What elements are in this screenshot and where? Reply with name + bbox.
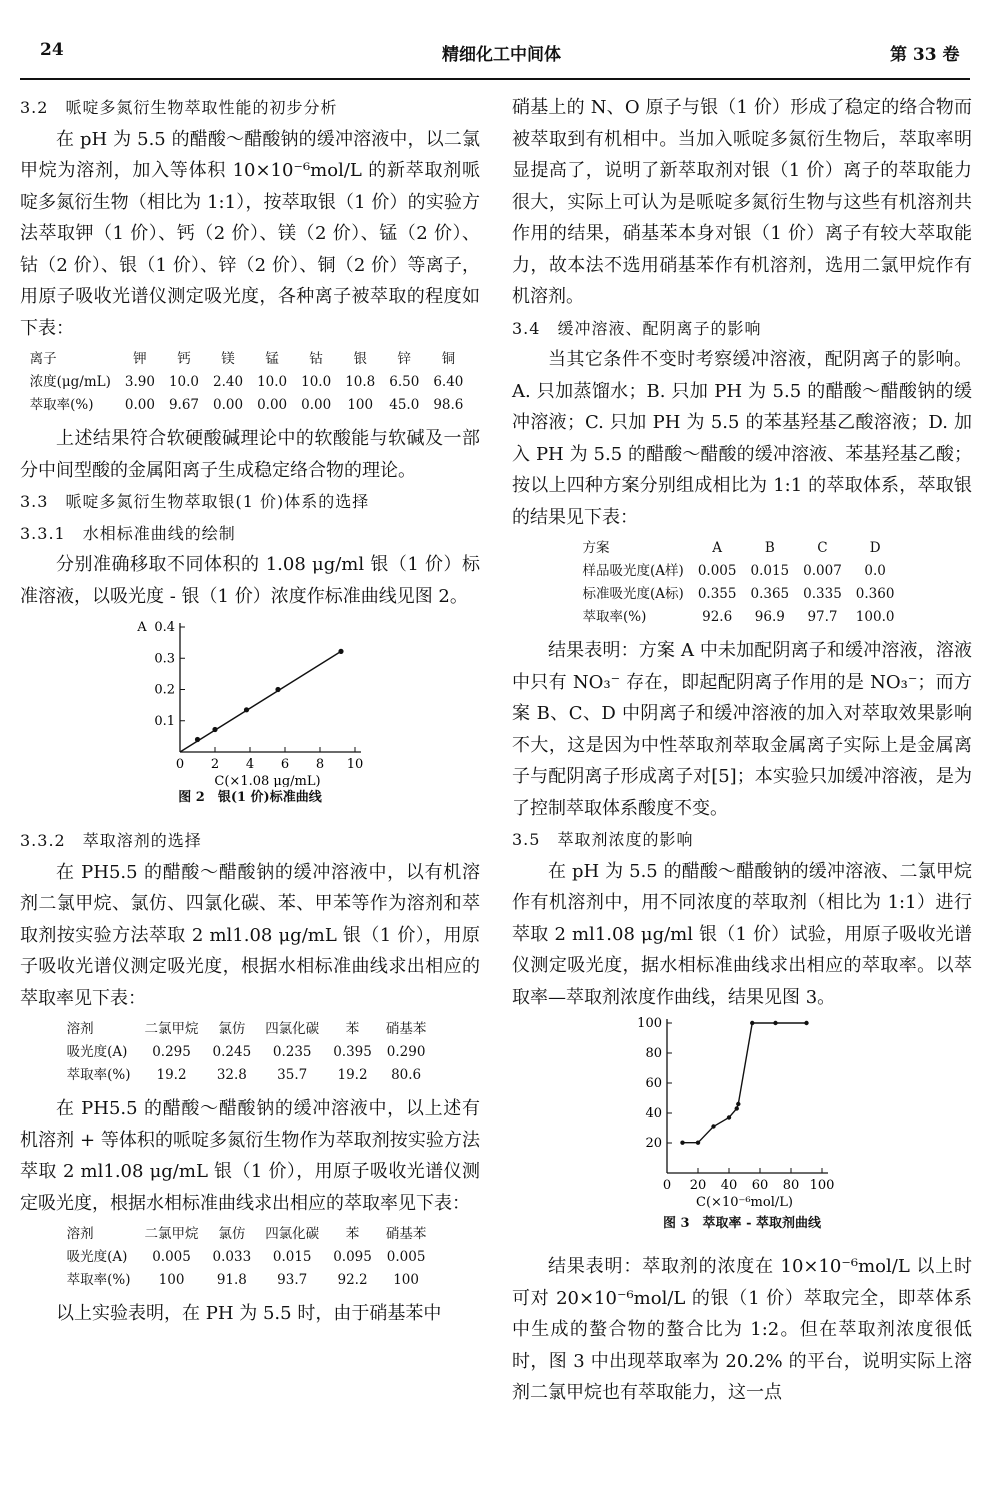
table-cell: 硝基苯 xyxy=(385,1021,427,1037)
table-row xyxy=(583,560,902,583)
table-row xyxy=(583,583,902,606)
data-point xyxy=(696,1141,700,1145)
table-cell: 0.015 xyxy=(750,563,790,579)
section-3-3-2-paragraph-3: 以上实验表明，在 PH 为 5.5 时，由于硝基苯中 xyxy=(56,1303,442,1324)
y-tick-label: 40 xyxy=(645,1106,662,1121)
x-tick-label: 40 xyxy=(720,1178,738,1193)
table-row xyxy=(583,606,902,629)
table-cell: 标准吸光度(A标) xyxy=(582,586,684,602)
table-row xyxy=(67,1269,434,1292)
x-tick-label: 2 xyxy=(210,757,220,772)
table-cell: 样品吸光度(A样) xyxy=(582,563,684,579)
table-cell: 100.0 xyxy=(855,609,895,625)
y-tick-label: 20 xyxy=(645,1136,662,1151)
y-tick-label: 0.3 xyxy=(154,651,175,667)
table-cell: B xyxy=(764,540,775,556)
table-cell: 0.0 xyxy=(864,563,886,579)
data-point xyxy=(736,1102,740,1106)
table-cell: 镁 xyxy=(221,351,235,367)
table-cell: 锌 xyxy=(397,351,412,367)
table-cell: 银 xyxy=(353,351,367,367)
table-cell: 96.9 xyxy=(754,609,785,625)
figure-2-standard-curve xyxy=(120,612,380,787)
table-cell: 3.90 xyxy=(124,374,155,390)
table-row xyxy=(67,1064,434,1087)
y-tick-label: 0.1 xyxy=(154,713,175,729)
table-cell: 0.005 xyxy=(386,1249,426,1265)
x-tick-label: 0 xyxy=(662,1178,672,1193)
data-point xyxy=(711,1124,715,1128)
table-cell: 10.0 xyxy=(168,374,199,390)
data-point xyxy=(338,649,343,654)
table-cell: 9.67 xyxy=(168,397,199,413)
table-cell: 0.295 xyxy=(152,1044,191,1060)
table-cell: 0.00 xyxy=(257,397,288,413)
table-cell: 0.095 xyxy=(333,1249,372,1265)
table-cell: 0.395 xyxy=(333,1044,372,1060)
header-rule xyxy=(20,78,970,80)
series-line xyxy=(683,1023,807,1143)
section-3-3-2-title: 3.3.2 萃取溶剂的选择 xyxy=(20,831,202,850)
table-cell: 92.6 xyxy=(702,609,733,625)
x-axis-label: C(×10⁻⁶mol/L) xyxy=(696,1195,793,1210)
page-number: 24 xyxy=(40,40,64,60)
x-tick-label: 4 xyxy=(245,757,255,772)
table-cell: 苯 xyxy=(345,1021,360,1037)
table-cell: 溶剂 xyxy=(66,1226,94,1242)
table-cell: 萃取率(%) xyxy=(29,397,94,413)
table-cell: 0.290 xyxy=(386,1044,426,1060)
table-row xyxy=(30,371,471,394)
section-3-4-title: 3.4 缓冲溶液、配阴离子的影响 xyxy=(512,318,762,338)
x-tick-label: 10 xyxy=(346,757,364,772)
data-point xyxy=(804,1021,808,1025)
scheme-table xyxy=(583,537,902,629)
section-3-2-title: 3.2 哌啶多氮衍生物萃取性能的初步分析 xyxy=(20,98,338,117)
section-3-5-paragraph-1: 在 pH 为 5.5 的醋酸～醋酸钠的缓冲溶液、二氯甲烷作有机溶剂中，用不同浓度的萃取剂（相比为 1:1）进行萃取 2 ml1.08 μg/ml 银（1 价）试验，用原子吸收光谱仪测定吸光度，据水相标准曲线求出相应的萃取率。以萃取率—萃取剂浓度作曲线，结果见图 3。 xyxy=(512,860,972,1008)
table-cell: 45.0 xyxy=(389,397,420,413)
y-tick-label: 60 xyxy=(645,1076,662,1091)
table-cell: 2.40 xyxy=(213,374,244,390)
table-cell: 吸光度(A) xyxy=(66,1044,128,1060)
section-3-5-paragraph-2: 结果表明：萃取剂的浓度在 10×10⁻⁶mol/L 以上时可对 20×10⁻⁶mol/L 的银（1 价）萃取完全，即萃体系中生成的螯合物的螯合比为 1:2。但在萃取剂浓度很低时，图 3 中出现萃取率为 20.2% 的平台，说明实际上溶剂二氯甲烷也有萃取能力，这一点 xyxy=(512,1256,972,1403)
table-cell: 氯仿 xyxy=(218,1226,246,1242)
section-3-3-2-paragraph-1: 在 PH5.5 的醋酸～醋酸钠的缓冲溶液中，以有机溶剂二氯甲烷、氯仿、四氯化碳、苯、甲苯等作为溶剂和萃取剂按实验方法萃取 2 ml1.08 μg/mL 银（1 价），用原子吸收光谱仪测定吸光度，根据水相标准曲线求出相应的萃取率见下表： xyxy=(20,861,480,1009)
table-cell: 35.7 xyxy=(277,1067,308,1083)
table-cell: 6.40 xyxy=(433,374,464,390)
table-row xyxy=(67,1041,434,1064)
table-cell: C xyxy=(817,540,828,556)
table-cell: 二氯甲烷 xyxy=(144,1021,199,1037)
ion-extraction-table xyxy=(30,348,471,417)
figure-3-caption: 图 3 萃取率 - 萃取剂曲线 xyxy=(662,1216,822,1231)
data-point xyxy=(212,727,217,732)
table-cell: 0.360 xyxy=(855,586,895,602)
table-cell: 0.033 xyxy=(212,1249,252,1265)
section-3-4-paragraph-1: 当其它条件不变时考察缓冲溶液，配阴离子的影响。A. 只加蒸馏水；B. 只加 PH 为 5.5 的醋酸～醋酸钠的缓冲溶液；C. 只加 PH 为 5.5 的苯基羟基乙酸溶液；D. 加入 PH 为 5.5 的醋酸～醋酸的缓冲溶液、苯基羟基乙酸；按以上四种方案分别组成相比为 1:1 的萃取体系，萃取银的结果见下表： xyxy=(512,349,972,528)
table-cell: 氯仿 xyxy=(218,1021,246,1037)
solvent-extractant-table xyxy=(67,1223,434,1292)
data-point xyxy=(727,1115,731,1119)
section-3-3-1-title: 3.3.1 水相标准曲线的绘制 xyxy=(20,523,236,543)
table-cell: 93.7 xyxy=(277,1272,308,1288)
y-tick-label: 0.4 xyxy=(154,620,175,635)
section-3-3-title: 3.3 哌啶多氮衍生物萃取银(1 价)体系的选择 xyxy=(20,492,370,511)
table-cell: A xyxy=(712,540,723,556)
figure-2-caption: 图 2 银(1 价)标准曲线 xyxy=(178,790,322,805)
table-cell: 四氯化碳 xyxy=(265,1021,320,1037)
table-cell: 萃取率(%) xyxy=(66,1272,131,1288)
table-header-row xyxy=(67,1223,434,1246)
table-cell: 苯 xyxy=(345,1226,360,1242)
left-column xyxy=(20,92,480,1330)
table-cell: 吸光度(A) xyxy=(66,1249,128,1265)
table-cell: 100 xyxy=(347,397,374,413)
continued-paragraph: 硝基上的 N、O 原子与银（1 价）形成了稳定的络合物而被萃取到有机相中。当加入哌啶多氮衍生物后，萃取率明显提高了，说明了新萃取剂对银（1 价）离子的萃取能力很大，实际上可认为是哌啶多氮衍生物与这些有机溶剂共作用的结果，硝基苯本身对银（1 价）离子有较大萃取能力，故本法不选用硝基苯作有机溶剂，选用二氯甲烷作有机溶剂。 xyxy=(512,97,972,307)
table-cell: 19.2 xyxy=(337,1067,368,1083)
table-cell: 铜 xyxy=(441,351,456,367)
y-axis-label: A xyxy=(137,620,147,635)
x-axis-label: C(×1.08 μg/mL) xyxy=(214,774,321,787)
table-cell: 98.6 xyxy=(433,397,464,413)
section-3-4-paragraph-2: 结果表明：方案 A 中未加配阴离子和缓冲溶液，溶液中只有 NO₃⁻ 存在，即起配阴离子作用的是 NO₃⁻；而方案 B、C、D 中阴离子和缓冲溶液的加入对萃取效果影响不大，这是因为中性萃取剂萃取金属离子实际上是金属离子与配阴离子形成离子对[5]；本实验只加缓冲溶液，是为了控制萃取体系酸度不变。 xyxy=(512,640,972,819)
table-cell: 10.8 xyxy=(345,374,376,390)
table-cell: 10.0 xyxy=(257,374,288,390)
table-cell: 91.8 xyxy=(216,1272,247,1288)
data-point xyxy=(773,1021,777,1025)
y-tick-label: 100 xyxy=(637,1016,662,1031)
table-cell: 萃取率(%) xyxy=(66,1067,131,1083)
table-cell: 钾 xyxy=(133,351,147,367)
table-cell: 硝基苯 xyxy=(385,1226,427,1242)
table-cell: 0.00 xyxy=(124,397,155,413)
table-cell: 100 xyxy=(393,1272,419,1288)
table-cell: 离子 xyxy=(29,351,57,367)
x-tick-label: 80 xyxy=(782,1178,800,1193)
section-3-2-paragraph-2: 上述结果符合软硬酸碱理论中的软酸能与软碱及一部分中间型酸的金属阳离子生成稳定络合物的理论。 xyxy=(20,428,480,481)
table-cell: 92.2 xyxy=(337,1272,368,1288)
table-cell: 锰 xyxy=(265,351,279,367)
data-point xyxy=(244,707,249,712)
table-cell: 钴 xyxy=(309,351,323,367)
solvent-table xyxy=(67,1018,434,1087)
journal-title: 精细化工中间体 xyxy=(442,45,561,65)
table-cell: 浓度(μg/mL) xyxy=(29,374,111,390)
table-cell: 0.00 xyxy=(301,397,332,413)
table-cell: 0.365 xyxy=(750,586,790,602)
x-tick-label: 20 xyxy=(689,1178,707,1193)
table-cell: 100 xyxy=(158,1272,185,1288)
section-3-3-1-paragraph: 分别准确移取不同体积的 1.08 μg/ml 银（1 价）标准溶液，以吸光度 - 银（1 价）浓度作标准曲线见图 2。 xyxy=(20,554,480,607)
table-header-row xyxy=(30,348,471,371)
table-cell: 0.015 xyxy=(272,1249,312,1265)
table-cell: 0.245 xyxy=(212,1044,252,1060)
x-tick-label: 0 xyxy=(175,757,185,772)
table-cell: D xyxy=(869,540,881,556)
table-header-row xyxy=(67,1018,434,1041)
table-cell: 0.00 xyxy=(213,397,244,413)
data-point xyxy=(680,1141,684,1145)
x-tick-label: 6 xyxy=(280,757,290,772)
y-tick-label: 80 xyxy=(645,1046,662,1061)
figure-3-extraction-curve xyxy=(622,1013,862,1213)
data-point xyxy=(735,1106,739,1110)
table-cell: 19.2 xyxy=(156,1067,187,1083)
table-cell: 萃取率(%) xyxy=(582,609,647,625)
table-cell: 钙 xyxy=(177,351,191,367)
section-3-5-title: 3.5 萃取剂浓度的影响 xyxy=(512,830,694,849)
table-cell: 0.335 xyxy=(803,586,842,602)
table-cell: 97.7 xyxy=(807,609,838,625)
table-cell: 10.0 xyxy=(301,374,332,390)
table-cell: 0.007 xyxy=(803,563,842,579)
table-cell: 0.355 xyxy=(697,586,737,602)
section-3-3-2-paragraph-2: 在 PH5.5 的醋酸～醋酸钠的缓冲溶液中，以上述有机溶剂 + 等体积的哌啶多氮衍生物作为萃取剂按实验方法萃取 2 ml1.08 μg/mL 银（1 价），用原子吸收光谱仪测定吸光度，根据水相标准曲线求出相应的萃取率见下表： xyxy=(20,1098,480,1214)
fit-line xyxy=(180,651,341,752)
table-row xyxy=(67,1246,434,1269)
table-header-row xyxy=(583,537,902,560)
table-cell: 溶剂 xyxy=(66,1021,94,1037)
y-tick-label: 0.2 xyxy=(154,682,175,698)
table-cell: 32.8 xyxy=(216,1067,247,1083)
table-cell: 6.50 xyxy=(389,374,420,390)
table-cell: 方案 xyxy=(582,540,610,556)
x-tick-label: 60 xyxy=(751,1178,769,1193)
data-point xyxy=(195,737,200,742)
section-3-2-paragraph-1: 在 pH 为 5.5 的醋酸～醋酸钠的缓冲溶液中，以二氯甲烷为溶剂，加入等体积 10×10⁻⁶mol/L 的新萃取剂哌啶多氮衍生物（相比为 1:1），按萃取银（1 价）的实验方法萃取钾（1 价）、钙（2 价）、镁（2 价）、锰（2 价）、钴（2 价）、银（1 价）、锌（2 价）、铜（2 价）等离子，用原子吸收光谱仪测定吸光度，各种离子被萃取的程度如下表： xyxy=(20,128,480,339)
table-cell: 四氯化碳 xyxy=(265,1226,320,1242)
x-tick-label: 8 xyxy=(315,757,325,772)
table-cell: 0.005 xyxy=(697,563,737,579)
table-row xyxy=(30,394,471,417)
x-tick-label: 100 xyxy=(809,1178,835,1193)
table-cell: 0.235 xyxy=(272,1044,312,1060)
right-column xyxy=(512,92,972,1409)
data-point xyxy=(750,1021,754,1025)
table-cell: 0.005 xyxy=(152,1249,191,1265)
table-cell: 80.6 xyxy=(391,1067,422,1083)
table-cell: 二氯甲烷 xyxy=(144,1226,199,1242)
volume-label: 第 33 卷 xyxy=(890,45,960,65)
data-point xyxy=(275,687,280,692)
